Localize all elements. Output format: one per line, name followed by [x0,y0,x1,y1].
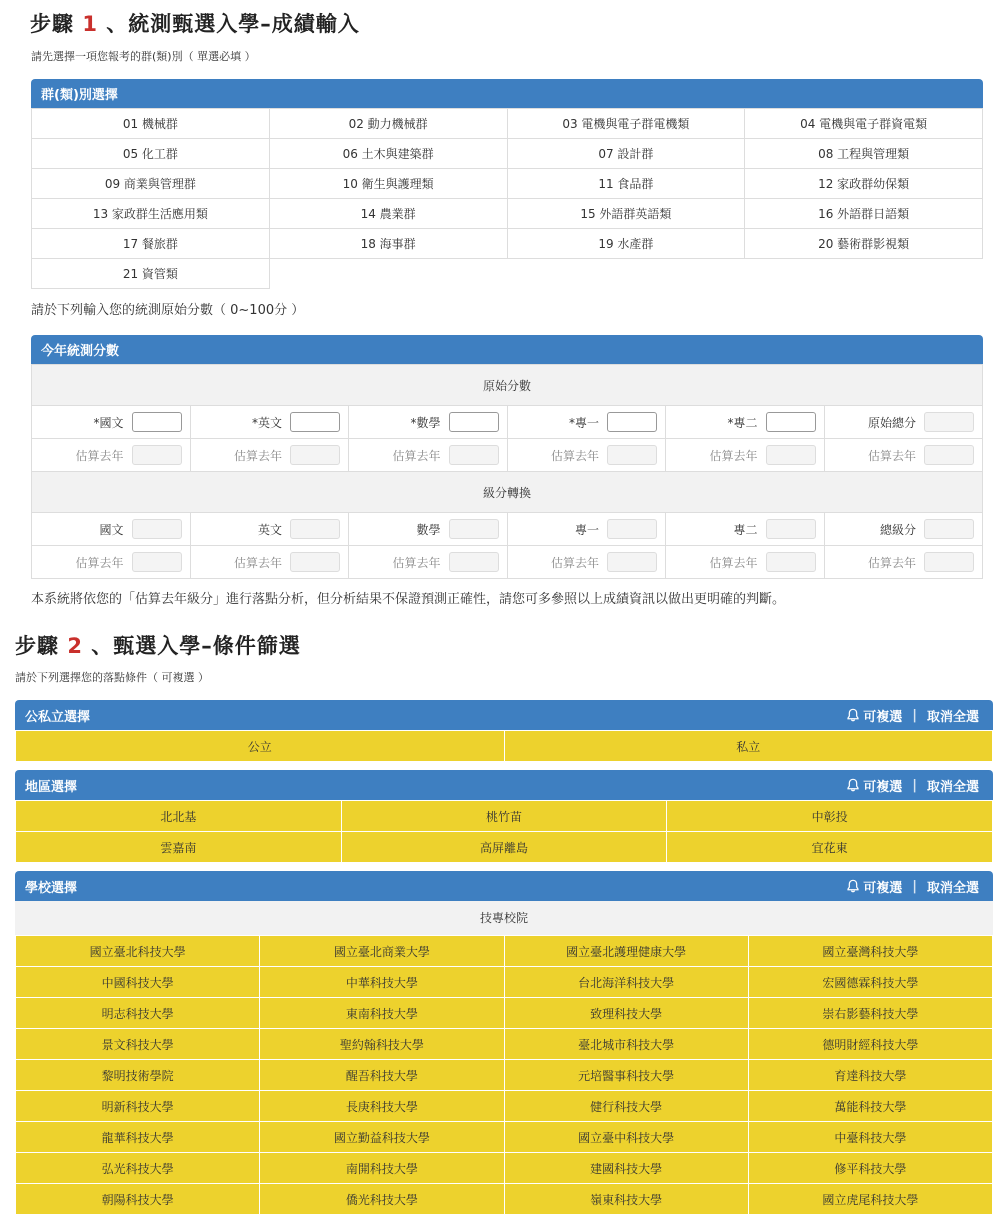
raw-score-label: *數學 [410,415,441,430]
level-estimate-input [924,552,974,572]
level-score-cell [349,513,508,546]
raw-estimate-cell [32,439,191,472]
raw-estimate-input [449,445,499,465]
level-score-label: 數學 [416,522,441,537]
region-option[interactable]: 北北基 [16,801,342,832]
notice-text: 本系統將依您的「估算去年級分」進行落點分析，但分析結果不保證預測正確性，請您可多參照以上成績資訊以做出更明確的判斷。 [31,592,786,607]
raw-score-input[interactable] [449,412,499,432]
raw-estimate-input [766,445,816,465]
school-option[interactable]: 修平科技大學 [748,1153,992,1184]
school-option[interactable]: 建國科技大學 [504,1153,748,1184]
raw-estimate-label: 估算去年 [709,448,758,463]
raw-score-label: 原始總分 [867,415,916,430]
multi-select-label: 可複選 [863,880,903,896]
region-option[interactable]: 高屏離島 [341,832,667,863]
raw-score-cell [824,406,983,439]
region-option[interactable]: 桃竹苗 [341,801,667,832]
raw-score-cell [507,406,666,439]
school-option[interactable]: 國立臺北商業大學 [260,936,504,967]
group-option[interactable]: 03 電機與電子群電機類 [507,109,745,139]
raw-score-label: *專一 [568,415,599,430]
school-option[interactable]: 聖約翰科技大學 [260,1029,504,1060]
level-estimate-label: 估算去年 [709,555,758,570]
school-option[interactable]: 國立勤益科技大學 [260,1122,504,1153]
school-option[interactable]: 育達科技大學 [748,1060,992,1091]
region-panel-title: 地區選擇 [25,779,78,795]
level-estimate-label: 估算去年 [867,555,916,570]
group-option[interactable]: 10 衛生與護理類 [269,169,507,199]
level-band: 級分轉換 [32,472,983,513]
group-option[interactable]: 14 農業群 [269,199,507,229]
raw-estimate-input [290,445,340,465]
level-score-label: 總級分 [879,522,916,537]
school-option[interactable]: 朝陽科技大學 [16,1184,260,1215]
school-option[interactable]: 龍華科技大學 [16,1122,260,1153]
group-row [32,139,983,169]
group-option[interactable]: 16 外語群日語類 [745,199,983,229]
group-panel-header [31,79,983,108]
level-estimate-input [449,552,499,572]
group-row [32,199,983,229]
level-estimate-input [132,552,182,572]
raw-score-input[interactable] [766,412,816,432]
raw-score-input[interactable] [607,412,657,432]
level-score-input [132,519,182,539]
school-option[interactable]: 東南科技大學 [260,998,504,1029]
level-score-cell [32,513,191,546]
raw-score-label: *專二 [727,415,758,430]
school-option[interactable]: 國立臺北科技大學 [16,936,260,967]
score-table [31,364,983,579]
raw-estimate-label: 估算去年 [233,448,282,463]
public-panel-header: 公私立選擇 可複選 | 取消全選 [15,700,993,730]
raw-estimate-input [607,445,657,465]
level-score-input [766,519,816,539]
group-row [32,229,983,259]
school-option[interactable]: 國立臺北護理健康大學 [504,936,748,967]
group-option[interactable]: 12 家政群幼保類 [745,169,983,199]
level-estimate-cell [349,546,508,579]
school-option[interactable]: 中臺科技大學 [748,1122,992,1153]
empty-cell [745,259,983,289]
group-option[interactable]: 06 土木與建築群 [269,139,507,169]
empty-cell [507,259,745,289]
step1-title: 步驟 1 、統測甄選入學–成績輸入 [30,12,360,36]
level-estimate-input [607,552,657,572]
clear-all-button[interactable]: 取消全選 [926,709,979,725]
group-option[interactable]: 04 電機與電子群資電類 [745,109,983,139]
group-option[interactable]: 08 工程與管理類 [745,139,983,169]
school-category: 技專校院 [15,901,993,935]
group-row [32,169,983,199]
school-option[interactable]: 明新科技大學 [16,1091,260,1122]
raw-score-cell [666,406,825,439]
clear-all-button[interactable]: 取消全選 [926,880,979,896]
school-option[interactable]: 台北海洋科技大學 [504,967,748,998]
group-option[interactable]: 05 化工群 [32,139,270,169]
school-option[interactable]: 德明財經科技大學 [748,1029,992,1060]
raw-score-label: *英文 [251,415,282,430]
raw-score-input[interactable] [290,412,340,432]
raw-estimate-label: 估算去年 [392,448,441,463]
school-option[interactable]: 臺北城市科技大學 [504,1029,748,1060]
step1-hint: 請先選擇一項您報考的群(類)別（ 單選必填 ） [31,50,256,63]
public-option[interactable]: 公立 [16,731,505,762]
school-option[interactable]: 國立臺中科技大學 [504,1122,748,1153]
score-panel-header [31,335,983,364]
school-option[interactable]: 中華科技大學 [260,967,504,998]
school-option[interactable]: 嶺東科技大學 [504,1184,748,1215]
school-option[interactable]: 國立虎尾科技大學 [748,1184,992,1215]
raw-estimate-label: 估算去年 [867,448,916,463]
raw-estimate-input [132,445,182,465]
multi-select-label: 可複選 [863,779,903,795]
level-score-input [607,519,657,539]
group-option[interactable]: 13 家政群生活應用類 [32,199,270,229]
public-option[interactable]: 私立 [504,731,993,762]
score-panel-title: 今年統測分數 [41,344,120,359]
level-score-label: 國文 [99,522,124,537]
school-option[interactable]: 醒吾科技大學 [260,1060,504,1091]
score-hint: 請於下列輸入您的統測原始分數（ 0~100分 ） [31,303,305,318]
group-option[interactable]: 09 商業與管理群 [32,169,270,199]
raw-estimate-cell [507,439,666,472]
region-table [15,800,993,863]
raw-estimate-label: 估算去年 [550,448,599,463]
group-option[interactable]: 15 外語群英語類 [507,199,745,229]
raw-score-label: *國文 [93,415,124,430]
level-score-input [924,519,974,539]
raw-estimate-cell [824,439,983,472]
group-option[interactable]: 17 餐旅群 [32,229,270,259]
level-score-cell [190,513,349,546]
group-row [32,259,983,289]
region-panel-header: 地區選擇 可複選 | 取消全選 [15,770,993,800]
raw-score-cell [32,406,191,439]
group-option[interactable]: 21 資管類 [32,259,270,289]
raw-score-input [924,412,974,432]
raw-estimate-cell [666,439,825,472]
school-option[interactable]: 健行科技大學 [504,1091,748,1122]
step2-title: 步驟 2 、甄選入學–條件篩選 [15,634,301,658]
raw-score-band: 原始分數 [32,365,983,406]
school-option[interactable]: 元培醫事科技大學 [504,1060,748,1091]
level-estimate-cell [190,546,349,579]
public-panel-title: 公私立選擇 [25,709,91,725]
school-option[interactable]: 景文科技大學 [16,1029,260,1060]
level-estimate-input [290,552,340,572]
level-score-cell [824,513,983,546]
group-option[interactable]: 07 設計群 [507,139,745,169]
school-option[interactable]: 弘光科技大學 [16,1153,260,1184]
school-panel-header: 學校選擇 可複選 | 取消全選 [15,871,993,901]
school-panel-title: 學校選擇 [25,880,78,896]
school-option[interactable]: 宏國德霖科技大學 [748,967,992,998]
level-estimate-cell [824,546,983,579]
level-score-input [449,519,499,539]
region-option[interactable]: 雲嘉南 [16,832,342,863]
bell-icon [846,708,860,722]
school-table [15,935,993,1215]
level-estimate-label: 估算去年 [392,555,441,570]
level-estimate-label: 估算去年 [550,555,599,570]
school-option[interactable]: 南開科技大學 [260,1153,504,1184]
school-option[interactable]: 黎明技術學院 [16,1060,260,1091]
group-option[interactable]: 11 食品群 [507,169,745,199]
group-option[interactable]: 19 水產群 [507,229,745,259]
raw-estimate-cell [190,439,349,472]
raw-estimate-cell [349,439,508,472]
school-option[interactable]: 崇右影藝科技大學 [748,998,992,1029]
bell-icon [846,778,860,792]
school-option[interactable]: 長庚科技大學 [260,1091,504,1122]
group-option[interactable]: 18 海事群 [269,229,507,259]
school-option[interactable]: 中國科技大學 [16,967,260,998]
raw-score-input[interactable] [132,412,182,432]
level-estimate-cell [666,546,825,579]
level-score-input [290,519,340,539]
level-estimate-input [766,552,816,572]
level-score-label: 英文 [257,522,282,537]
raw-score-cell [190,406,349,439]
level-estimate-label: 估算去年 [233,555,282,570]
step2-hint: 請於下列選擇您的落點條件（ 可複選 ） [15,671,209,684]
raw-estimate-input [924,445,974,465]
raw-score-cell [349,406,508,439]
region-option[interactable]: 中彰投 [667,801,993,832]
public-table [15,730,993,762]
group-panel-title: 群(類)別選擇 [41,88,118,103]
group-option[interactable]: 20 藝術群影視類 [745,229,983,259]
school-option[interactable]: 僑光科技大學 [260,1184,504,1215]
group-option[interactable]: 01 機械群 [32,109,270,139]
region-option[interactable]: 宜花東 [667,832,993,863]
level-score-label: 專二 [733,522,758,537]
empty-cell [269,259,507,289]
level-score-cell [507,513,666,546]
group-row [32,109,983,139]
school-option[interactable]: 國立臺灣科技大學 [748,936,992,967]
level-estimate-cell [32,546,191,579]
school-list-viewport[interactable] [15,935,993,1207]
group-table [31,108,983,289]
school-option[interactable]: 致理科技大學 [504,998,748,1029]
raw-estimate-label: 估算去年 [75,448,124,463]
level-estimate-label: 估算去年 [75,555,124,570]
clear-all-button[interactable]: 取消全選 [926,779,979,795]
group-option[interactable]: 02 動力機械群 [269,109,507,139]
school-option[interactable]: 明志科技大學 [16,998,260,1029]
level-score-cell [666,513,825,546]
multi-select-label: 可複選 [863,709,903,725]
level-score-label: 專一 [574,522,599,537]
level-estimate-cell [507,546,666,579]
bell-icon [846,879,860,893]
school-option[interactable]: 萬能科技大學 [748,1091,992,1122]
